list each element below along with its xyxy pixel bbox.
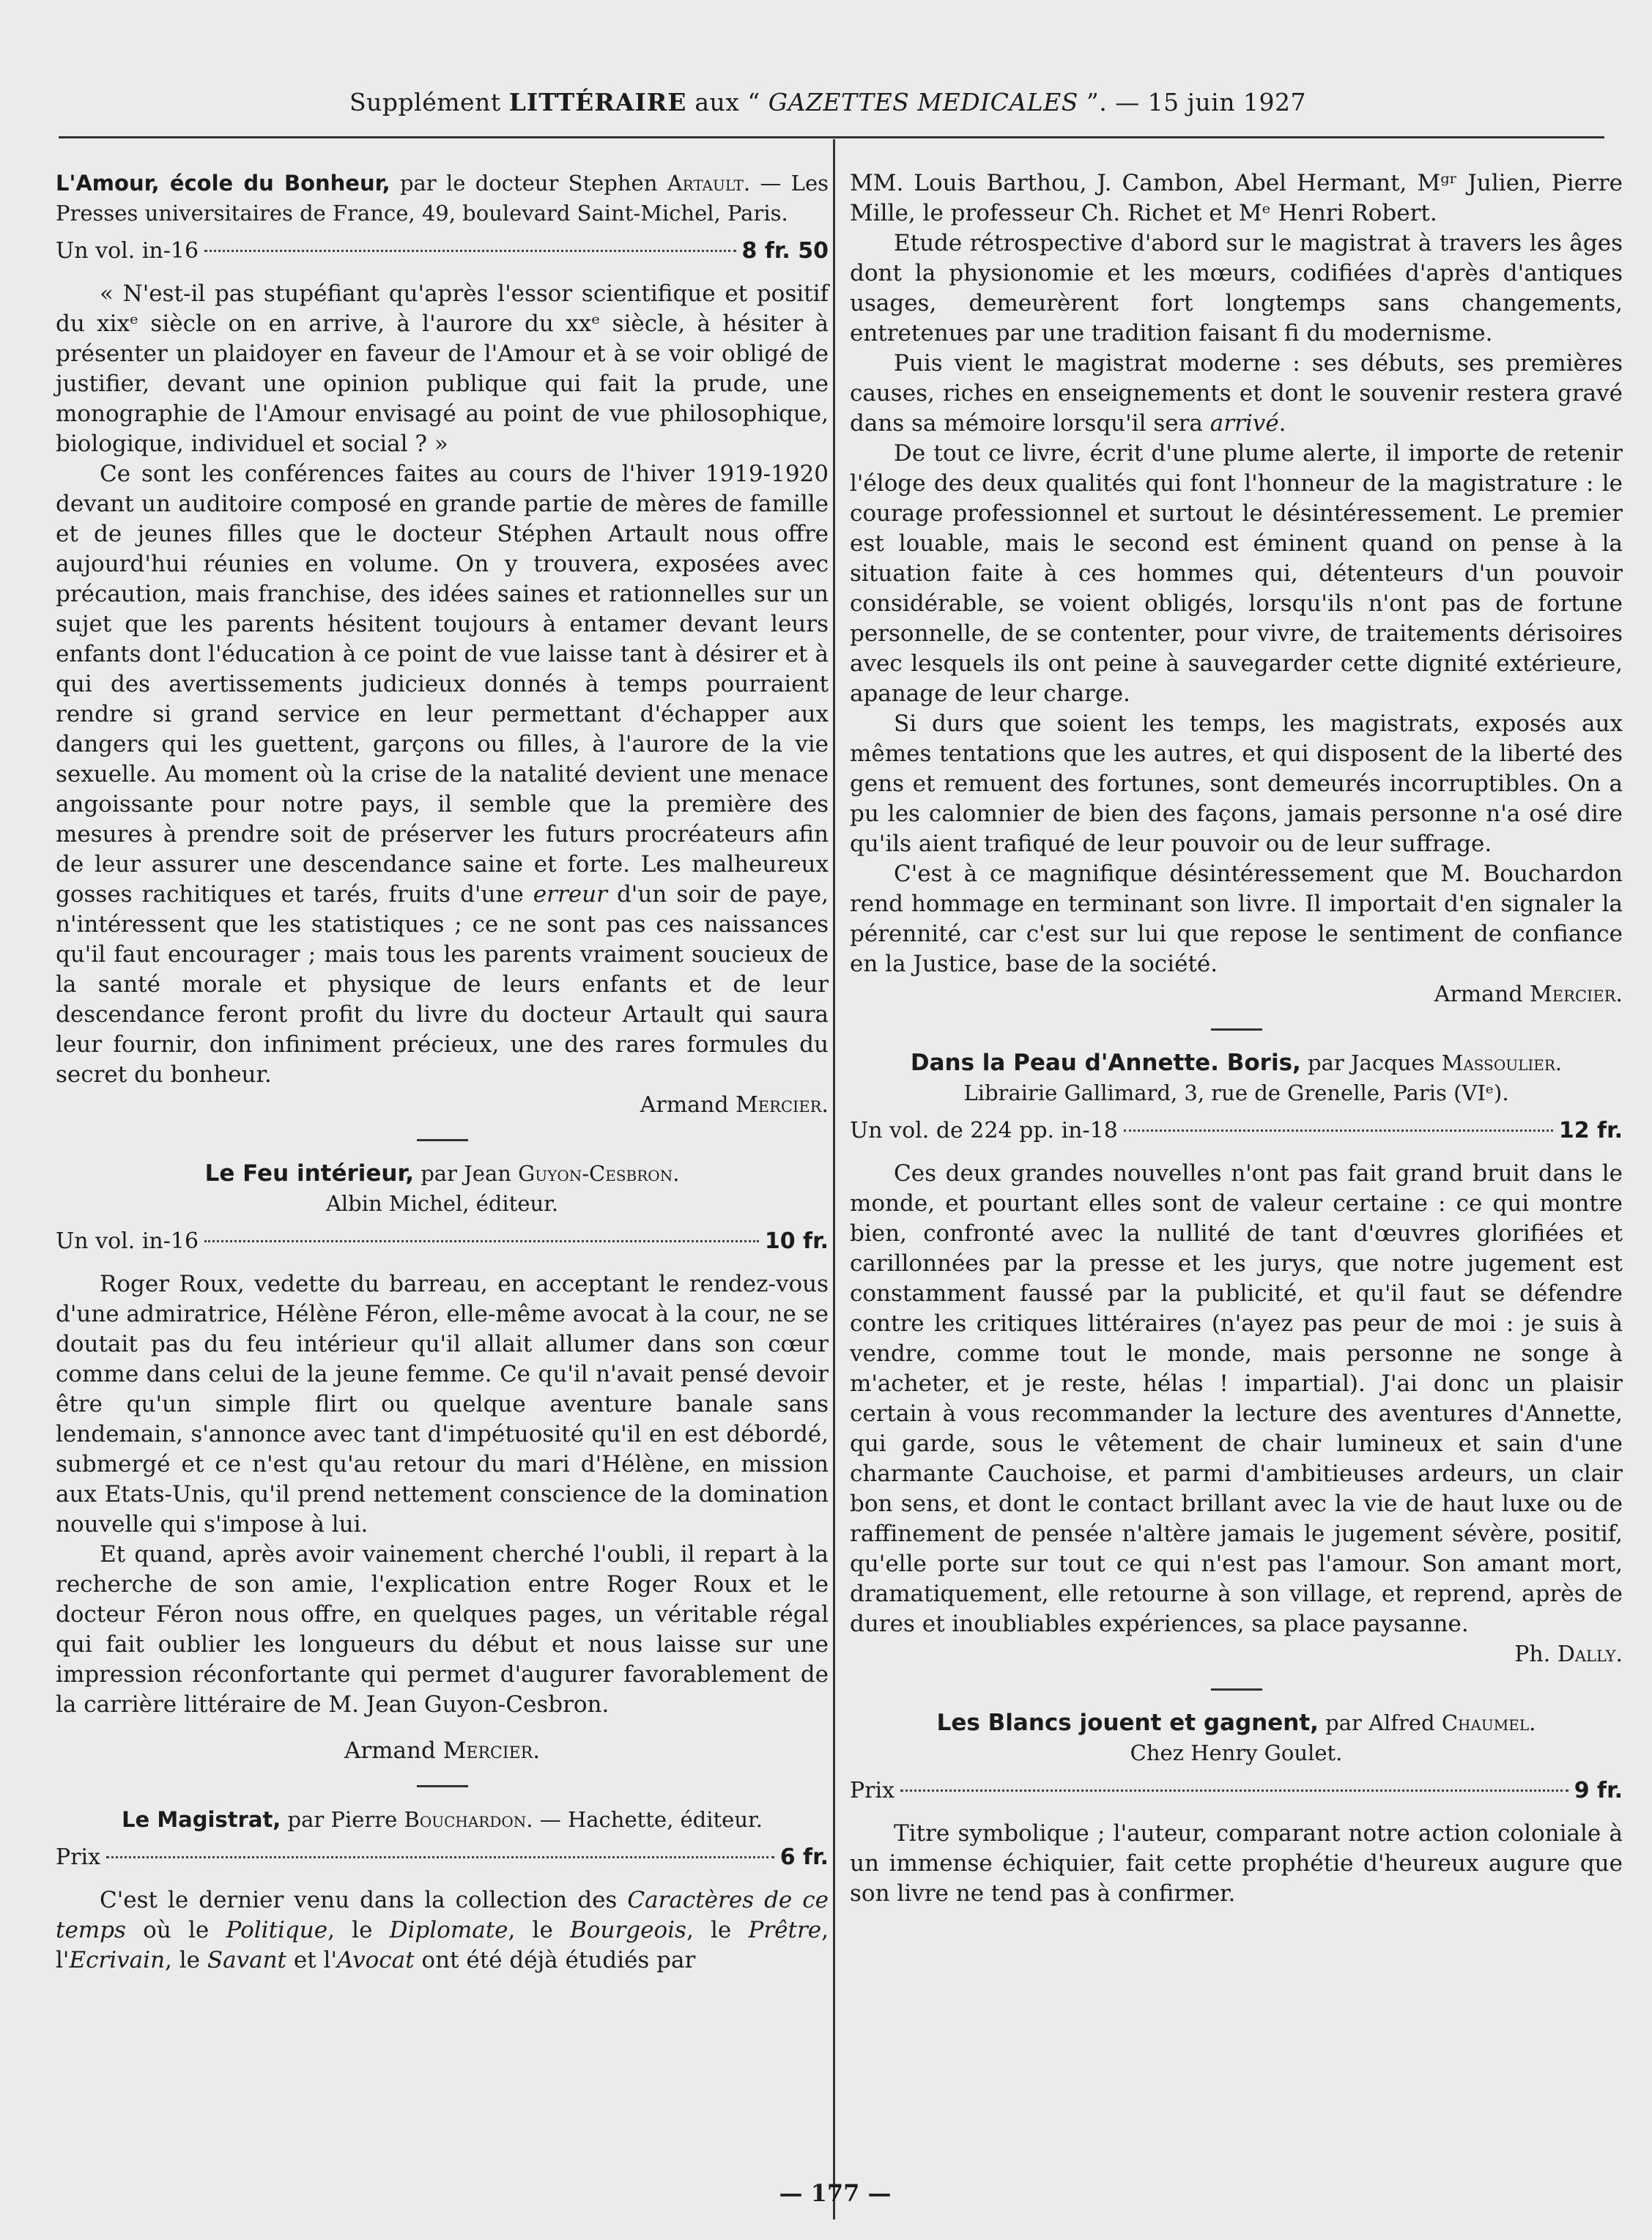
text-run: Ce sont les conférences faites au cours de l'hiver 1919-1920 devant un auditoire composé en grande partie de mères de famille et de jeunes filles que le docteur Stéphen Artault nous offre aujourd'hui réunies en volume. On y trouvera, exposées avec précaution, mais franchise, des idées saines et rationnelles sur un sujet que les parents hésitent toujours à entamer devant leurs enfants dont l'éducation à ce point de vue laisse tant à désirer et à qui des avertissements judicieux donnés à temps pourraient rendre si grand service en leur permettant d'échapper aux dangers qui les guettent, garçons ou filles, à l'aurore de la vie sexuelle. Au moment où la crise de la natalité devient une menace angoissante pour notre pays, il semble que la première des mesures à prendre soit de préserver les futurs procréateurs afin de leur assurer une descendance saine et forte. Les malheureux gosses rachitiques et tarés, fruits d'une bbox=[56, 461, 829, 908]
by-text: par Alfred bbox=[1318, 1710, 1442, 1735]
dot-leader bbox=[900, 1790, 1568, 1792]
author-name: Bouchardon bbox=[404, 1807, 527, 1832]
price-value: 8 fr. 50 bbox=[741, 238, 829, 264]
text-run: , le bbox=[327, 1917, 390, 1943]
author-name: Artault bbox=[667, 171, 744, 196]
signature-first: Armand bbox=[344, 1738, 443, 1764]
by-text: par le docteur Stephen bbox=[390, 171, 667, 196]
price-label: Prix bbox=[56, 1844, 101, 1870]
text-run: ont été déjà étudiés par bbox=[414, 1947, 696, 1973]
signature-first: Ph. bbox=[1514, 1642, 1557, 1667]
author-name: Guyon-Cesbron. bbox=[518, 1161, 680, 1186]
paragraph: MM. Louis Barthou, J. Cambon, Abel Hermant, Mᵍʳ Julien, Pierre Mille, le professeur Ch. Richet et Mᵉ Henri Robert. bbox=[850, 170, 1623, 226]
section-separator bbox=[1211, 1028, 1262, 1031]
right-column bbox=[850, 168, 1623, 1909]
left-column bbox=[56, 168, 829, 1976]
text-run: , le bbox=[508, 1917, 571, 1943]
signature-first: Armand bbox=[1434, 982, 1530, 1007]
review-magistrat-continued bbox=[850, 168, 1623, 1009]
paragraph: Et quand, après avoir vainement cherché l'oubli, il repart à la recherche de son amie, l'explication entre Roger Roux et le docteur Féron nous offre, en quelques pages, un véritable régal qui fait oublier les longueurs du début et nous laisse sur une impression réconfortante qui permet d'augurer favorablement de la carrière littéraire de M. Jean Guyon-Cesbron. bbox=[56, 1541, 829, 1718]
section-separator bbox=[417, 1785, 468, 1787]
italic-text: Bourgeois bbox=[570, 1917, 686, 1943]
by-text: par Jacques bbox=[1300, 1050, 1442, 1075]
paragraph: Etude rétrospective d'abord sur le magistrat à travers les âges dont la physionomie et les mœurs, codifiées d'après d'antiques usages, demeurèrent fort longtemps sans changements, entretenues par une tradition faisant fi du modernisme. bbox=[850, 230, 1623, 346]
paragraph: De tout ce livre, écrit d'une plume alerte, il importe de retenir l'éloge des deux qualités qui font l'honneur de la magistrature : le courage professionnel et surtout le désintéressement. Le premier est louable, mais le second est éminent quand on pense à la situation faite à ces hommes qui, détenteurs d'un pouvoir considérable, se voient obligés, lorsqu'ils n'ont pas de fortune personnelle, de se contenter, pour vivre, de traitements dérisoires avec lesquels ils ont peine à sauvegarder cette dignité extérieure, apanage de leur charge. bbox=[850, 440, 1623, 707]
italic-text: Politique bbox=[226, 1917, 328, 1943]
dot-leader bbox=[1124, 1130, 1553, 1132]
paragraph bbox=[850, 349, 1623, 439]
price-line bbox=[850, 1776, 1623, 1806]
signature-last: Mercier. bbox=[442, 1738, 541, 1764]
review-heading bbox=[56, 168, 829, 229]
text-run: , le bbox=[165, 1947, 207, 1973]
running-header bbox=[59, 88, 1597, 116]
author-name: Chaumel. bbox=[1441, 1710, 1536, 1735]
signature bbox=[850, 979, 1623, 1009]
header-rule bbox=[59, 136, 1604, 138]
signature bbox=[850, 1639, 1623, 1669]
signature-last: Mercier. bbox=[736, 1092, 829, 1118]
dot-leader bbox=[204, 1240, 759, 1242]
review-magistrat bbox=[56, 1805, 829, 1976]
italic-text: Savant bbox=[207, 1947, 287, 1973]
italic-text: Prêtre bbox=[748, 1917, 822, 1943]
paragraph bbox=[56, 1885, 829, 1976]
price-value: 12 fr. bbox=[1558, 1118, 1623, 1143]
italic-text: arrivé bbox=[1210, 410, 1279, 437]
price-label: Prix bbox=[850, 1778, 895, 1803]
review-heading bbox=[850, 1048, 1623, 1078]
paragraph bbox=[56, 459, 829, 1090]
author-name: Massoulier. bbox=[1441, 1050, 1563, 1075]
publisher-line: Librairie Gallimard, 3, rue de Grenelle, Paris (VIᵉ). bbox=[963, 1080, 1509, 1105]
price-label: Un vol. in-16 bbox=[56, 1228, 199, 1254]
paragraph: Si durs que soient les temps, les magistrats, exposés aux mêmes tentations que les autres, et qui disposent de la liberté des gens et remuent des fortunes, sont demeurés incorruptibles. On a pu les calomnier de bien des façons, jamais personne n'a osé dire qu'ils aient trafiqué de leur pouvoir ou de leur suffrage. bbox=[850, 711, 1623, 857]
text-run: , le bbox=[686, 1917, 749, 1943]
header-mid: aux “ bbox=[686, 88, 768, 116]
price-line bbox=[56, 1842, 829, 1872]
price-value: 6 fr. bbox=[779, 1844, 829, 1870]
italic-text: Avocat bbox=[336, 1947, 415, 1973]
italic-text: Diplomate bbox=[389, 1917, 508, 1943]
price-label: Un vol. in-16 bbox=[56, 238, 199, 264]
dot-leader bbox=[204, 250, 736, 252]
publisher-line: Albin Michel, éditeur. bbox=[325, 1191, 559, 1216]
review-feu-interieur bbox=[56, 1159, 829, 1766]
text-run: Puis vient le magistrat moderne : ses débuts, ses premières causes, riches en enseignements et dont le souvenir restera gravé dans sa mémoire lorsqu'il sera bbox=[850, 350, 1623, 437]
publisher-text: . — Hachette, éditeur. bbox=[526, 1807, 763, 1832]
text-run: où le bbox=[125, 1917, 226, 1943]
header-litteraire: LITTÉRAIRE bbox=[508, 88, 687, 116]
signature bbox=[56, 1736, 829, 1766]
section-separator bbox=[1211, 1688, 1262, 1691]
section-separator bbox=[417, 1139, 468, 1141]
header-suffix: ”. — 15 juin 1927 bbox=[1078, 88, 1306, 116]
paragraph: Ces deux grandes nouvelles n'ont pas fait grand bruit dans le monde, et pourtant elles sont de valeur certaine : ce qui montre bien, confronté avec la nullité de tant d'œuvres glorifiées et carillonnées par la presse et les jurys, que notre jugement est constamment faussé par la publicité, et qu'il faut se défendre contre les critiques littéraires (n'ayez pas peur de moi : je suis à vendre, comme tout le monde, mais personne ne songe à m'acheter, et je reste, hélas ! impartial). J'ai donc un plaisir certain à vous recommander la lecture des aventures d'Annette, qui garde, sous le vêtement de chair lumineux et sain d'une charmante Cauchoise, et parmi d'ambitieuses ardeurs, un clair bon sens, et dont le contact brillant avec la vie de haut luxe ou de raffinement de pensée n'altère jamais le jugement sévère, positif, qu'elle porte sur tout ce qui n'est pas l'amour. Son amant mort, dramatiquement, elle retourne à son village, et reprend, après de dures et inoubliables expériences, sa place paysanne. bbox=[850, 1160, 1623, 1637]
book-title: L'Amour, école du Bonheur, bbox=[56, 171, 390, 196]
paragraph: Titre symbolique ; l'auteur, comparant notre action coloniale à un immense échiquier, fait cette prophétie d'heureux augure que son livre ne tend pas à confirmer. bbox=[850, 1820, 1623, 1907]
text-run: C'est le dernier venu dans la collection des bbox=[100, 1887, 628, 1913]
text-run: et l' bbox=[286, 1947, 337, 1973]
paragraph: « N'est-il pas stupéfiant qu'après l'essor scientifique et positif du xixᵉ siècle on en arrive, à l'aurore du xxᵉ siècle, à hésiter à présenter un plaidoyer en faveur de l'Amour et à se voir obligé de justifier, devant une opinion publique qui fait la prude, une monographie de l'Amour envisagé au point de vue philosophique, biologique, individuel et social ? » bbox=[56, 281, 829, 457]
by-text: par Pierre bbox=[281, 1807, 404, 1832]
signature bbox=[56, 1090, 829, 1120]
page-number: — 177 — bbox=[779, 2179, 892, 2207]
review-heading bbox=[56, 1805, 829, 1835]
text-run: . bbox=[1278, 410, 1286, 437]
signature-first: Armand bbox=[640, 1092, 736, 1118]
book-title: Dans la Peau d'Annette. Boris, bbox=[910, 1050, 1301, 1076]
header-gazettes: GAZETTES MEDICALES bbox=[768, 88, 1078, 116]
review-peau-annette bbox=[850, 1048, 1623, 1669]
signature-last: Mercier. bbox=[1530, 982, 1623, 1007]
price-value: 9 fr. bbox=[1574, 1778, 1623, 1803]
paragraph: C'est à ce magnifique désintéressement que M. Bouchardon rend hommage en terminant son livre. Il importait d'en signaler la pérennité, car c'est sur lui que repose le sentiment de confiance en la Justice, base de la société. bbox=[850, 861, 1623, 977]
italic-text: Ecrivain bbox=[69, 1947, 166, 1973]
italic-text: Caractères de ce temps bbox=[56, 1887, 829, 1943]
text-run: , l' bbox=[56, 1917, 829, 1973]
by-text: par Jean bbox=[414, 1161, 519, 1186]
column-divider bbox=[833, 139, 835, 2219]
signature-last: Dally. bbox=[1557, 1642, 1623, 1667]
price-value: 10 fr. bbox=[764, 1228, 829, 1254]
price-line bbox=[850, 1116, 1623, 1146]
book-title: Les Blancs jouent et gagnent, bbox=[936, 1710, 1319, 1736]
price-line bbox=[56, 236, 829, 266]
book-title: Le Magistrat, bbox=[122, 1807, 281, 1832]
review-amour bbox=[56, 168, 829, 1120]
italic-text: erreur bbox=[533, 881, 607, 908]
dot-leader bbox=[106, 1856, 774, 1858]
book-title: Le Feu intérieur, bbox=[204, 1160, 414, 1187]
review-heading bbox=[850, 1708, 1623, 1738]
paragraph: Roger Roux, vedette du barreau, en acceptant le rendez-vous d'une admiratrice, Hélène Féron, elle-même avocat à la cour, ne se doutait pas du feu intérieur qu'il allait allumer dans son cœur comme dans celui de la jeune femme. Ce qu'il n'avait pensé devoir être qu'un simple flirt ou quelque aventure banale sans lendemain, s'annonce avec tant d'impétuosité qu'il en est débordé, submergé et ce n'est qu'au retour du mari d'Hélène, en mission aux Etats-Unis, qu'il prend nettement conscience de la domination nouvelle qui s'impose à lui. bbox=[56, 1271, 829, 1538]
header-prefix: Supplément bbox=[349, 88, 509, 116]
review-blancs-jouent bbox=[850, 1708, 1623, 1909]
price-line bbox=[56, 1226, 829, 1256]
review-heading bbox=[56, 1159, 829, 1189]
price-label: Un vol. de 224 pp. in-18 bbox=[850, 1118, 1118, 1143]
text-run: d'un soir de paye, n'intéressent que les statistiques ; ce ne sont pas ces naissances qu'il faut encourager ; mais tous les parents vraiment soucieux de la santé morale et physique de leurs enfants et de leur descendance feront profit du livre du docteur Artault qui saura leur fournir, don infiniment précieux, une des rares formules du secret du bonheur. bbox=[56, 881, 829, 1088]
publisher-line: Chez Henry Goulet. bbox=[1130, 1740, 1343, 1765]
publisher-text: . — Les Presses universitaires de France, 49, boulevard Saint-Michel, Paris. bbox=[56, 171, 829, 226]
